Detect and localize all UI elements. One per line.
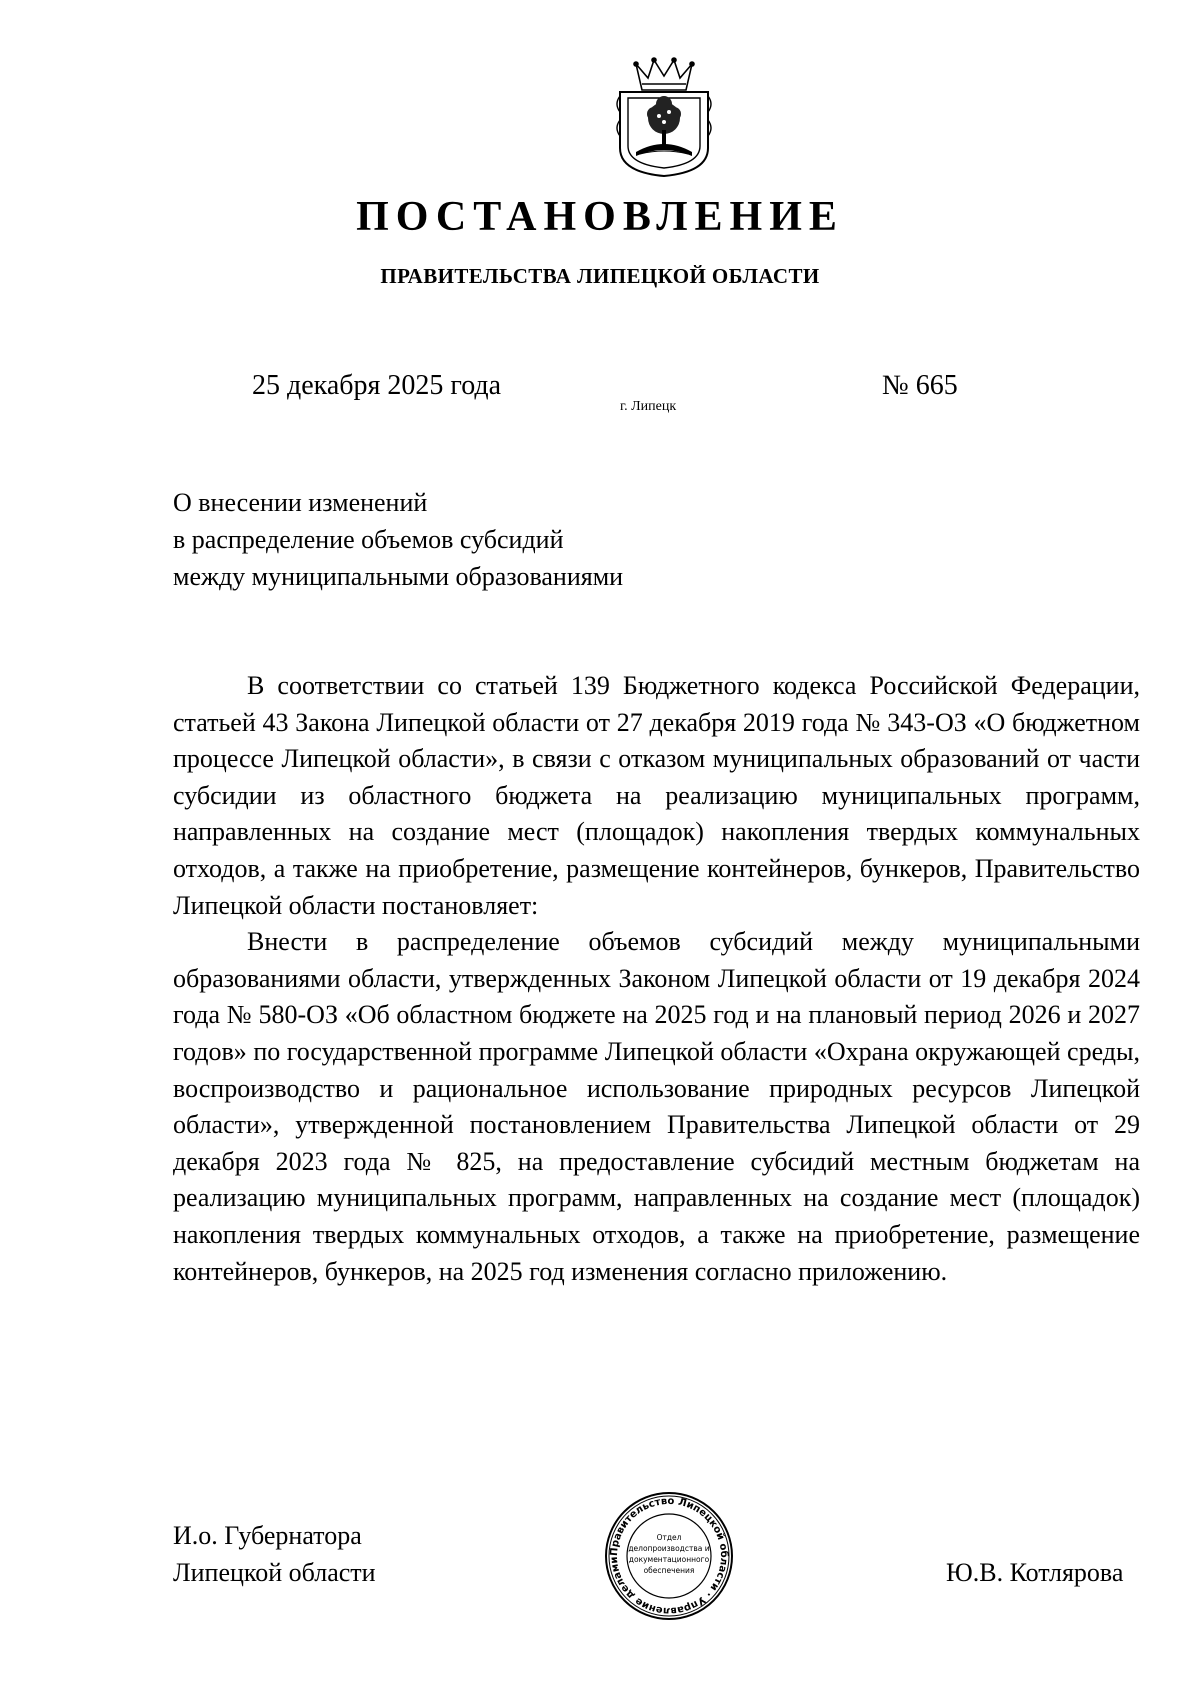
stamp-inner-line: делопроизводства и	[628, 1544, 710, 1553]
document-subtitle: ПРАВИТЕЛЬСТВА ЛИПЕЦКОЙ ОБЛАСТИ	[380, 264, 820, 288]
coat-of-arms-icon	[612, 56, 716, 180]
signatory-position	[173, 1517, 376, 1591]
body-paragraph: В соответствии со статьей 139 Бюджетного кодекса Российской Федерации, статьей 43 Закона Липецкой области от 27 декабря 2019 года № 343-ОЗ «О бюджетном процессе Липецкой области», в связи с отказом муниципальных образований от части субсидии из областного бюджета на реализацию муниципальных программ, направленных на создание мест (площадок) накопления твердых коммунальных отходов, а также на приобретение, размещение контейнеров, бункеров, Правительство Липецкой области постановляет:	[173, 671, 1140, 920]
stamp-inner-line: документационного	[628, 1555, 710, 1564]
document-city: г. Липецк	[620, 399, 677, 414]
heading-line: О внесении изменений	[173, 488, 428, 517]
stamp-inner-line: Отдел	[656, 1533, 682, 1542]
body-paragraph: Внести в распределение объемов субсидий между муниципальными образованиями области, утвержденных Законом Липецкой области от 19 декабря 2024 года № 580-ОЗ «Об областном бюджете на 2025 год и на плановый период 2026 и 2027 годов» по государственной программе Липецкой области «Охрана окружающей среды, воспроизводство и рациональное использование природных ресурсов Липецкой области», утвержденной постановлением Правительства Липецкой области от 29 декабря 2023 года № 825, на предоставление субсидий местным бюджетам на реализацию муниципальных программ, направленных на создание мест (площадок) накопления твердых коммунальных отходов, а также на приобретение, размещение контейнеров, бункеров, на 2025 год изменения согласно приложению.	[173, 927, 1140, 1286]
document-body	[173, 668, 1140, 1290]
official-stamp	[603, 1490, 735, 1622]
document-date: 25 декабря 2025 года	[252, 370, 502, 401]
stamp-outer-text: Правительство Липецкой области · Управление делами	[608, 1495, 730, 1617]
heading-line: в распределение объемов субсидий	[173, 525, 564, 554]
signatory-name: Ю.В. Котлярова	[946, 1558, 1124, 1587]
document-number: № 665	[882, 370, 958, 401]
signatory-position-line: Липецкой области	[173, 1558, 376, 1587]
signatory-position-line: И.о. Губернатора	[173, 1521, 362, 1550]
stamp-inner-line: обеспечения	[643, 1566, 695, 1575]
document-title: ПОСТАНОВЛЕНИЕ	[356, 194, 844, 240]
heading-line: между муниципальными образованиями	[173, 562, 624, 591]
document-heading	[173, 484, 623, 595]
